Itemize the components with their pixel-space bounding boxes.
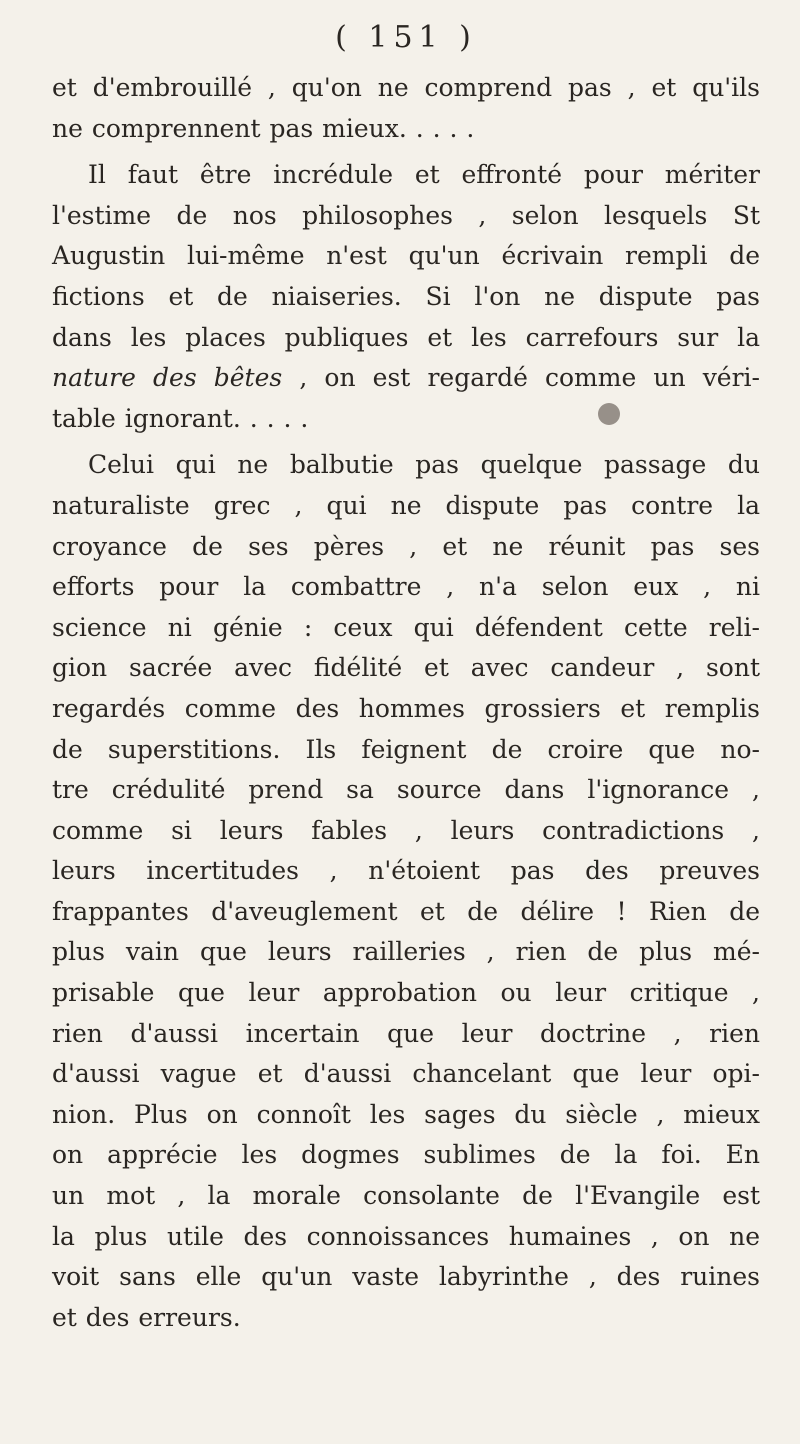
text-line: d'aussi vague et d'aussi chancelant que leur opi- (52, 1059, 760, 1089)
text-line: rien d'aussi incertain que leur doctrine , rien (52, 1018, 760, 1048)
text-line-with-italic: nature des bêtes , on est regardé comme un véri- (52, 363, 760, 393)
text-line: ne comprennent pas mieux. . . . . (52, 113, 475, 143)
text-line: et d'embrouillé , qu'on ne comprend pas , et qu'ils (52, 73, 760, 102)
text-line: Augustin lui-même n'est qu'un écrivain rempli de (52, 241, 760, 271)
text-line: regardés comme des hommes grossiers et remplis (52, 693, 760, 723)
text-line: naturaliste grec , qui ne dispute pas contre la (52, 490, 760, 520)
text-line: plus vain que leurs railleries , rien de plus mé- (52, 937, 760, 967)
text-line: croyance de ses pères , et ne réunit pas ses (52, 531, 760, 561)
ink-blot (598, 403, 620, 425)
text-line: leurs incertitudes , n'étoient pas des preuves (52, 856, 760, 886)
text-line: et des erreurs. (52, 1302, 241, 1332)
paragraph-3 (52, 445, 760, 1338)
text-line: la plus utile des connoissances humaines , on ne (52, 1221, 760, 1251)
text-line: comme si leurs fables , leurs contradictions , (52, 815, 760, 845)
paragraph-1 (52, 68, 760, 149)
text-line: on apprécie les dogmes sublimes de la foi. En (52, 1140, 760, 1170)
text-line: science ni génie : ceux qui défendent cette reli- (52, 612, 760, 642)
italic-phrase: nature des bêtes (52, 363, 283, 393)
text-line: fictions et de niaiseries. Si l'on ne dispute pas (52, 281, 760, 311)
text-line: prisable que leur approbation ou leur critique , (52, 978, 760, 1008)
text-line: voit sans elle qu'un vaste labyrinthe , des ruines (52, 1262, 760, 1292)
text-line: tre crédulité prend sa source dans l'ignorance , (52, 775, 760, 805)
text-line: de superstitions. Ils feignent de croire que no- (52, 734, 760, 764)
text-line: dans les places publiques et les carrefours sur la (52, 322, 760, 352)
text-line: gion sacrée avec fidélité et avec candeur , sont (52, 653, 760, 683)
text-line: frappantes d'aveuglement et de délire ! Rien de (52, 896, 760, 926)
text-line: Il faut être incrédule et effronté pour mériter (88, 160, 760, 190)
text-line: nion. Plus on connoît les sages du siècle , mieux (52, 1099, 760, 1129)
text-line: un mot , la morale consolante de l'Evangile est (52, 1181, 760, 1211)
page-number: ( 151 ) (335, 20, 477, 55)
text-line: l'estime de nos philosophes , selon lesquels St (52, 200, 760, 230)
text-line: efforts pour la combattre , n'a selon eux , ni (52, 572, 760, 602)
text-line: table ignorant. . . . . (52, 403, 309, 433)
text-line: Celui qui ne balbutie pas quelque passage du (88, 450, 760, 480)
paragraph-2 (52, 155, 760, 439)
